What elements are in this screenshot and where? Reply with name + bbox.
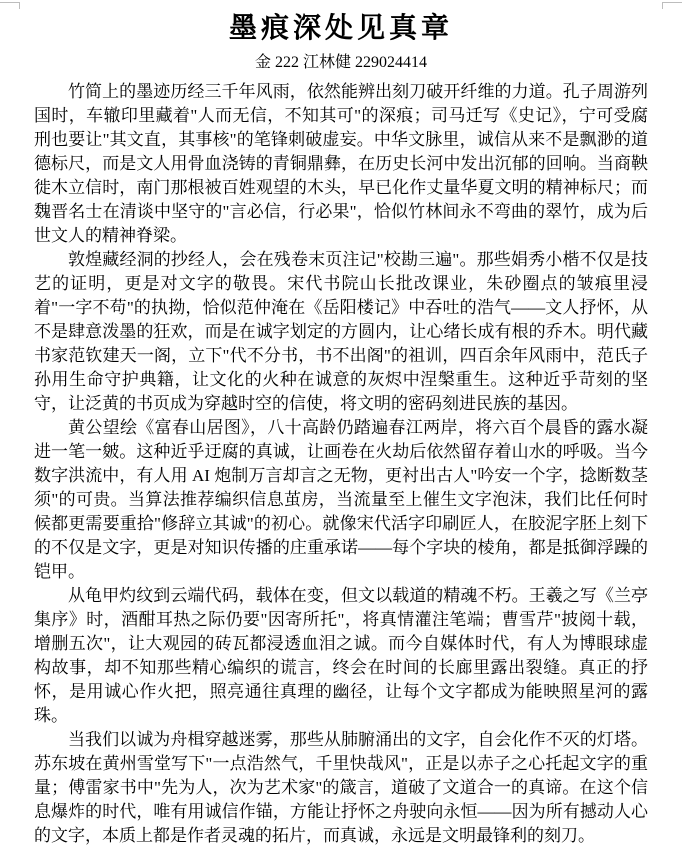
document-byline[interactable]: 金 222 江林健 229024414 <box>254 54 427 71</box>
document-paragraph[interactable]: 敦煌藏经洞的抄经人，会在残卷末页注记"校勘三遍"。那些娟秀小楷不仅是技艺的证明，更是对文字的敬畏。宋代书院山长批改课业，朱砂圈点的皱痕里浸着"一字不苟"的执拗，恰似范仲淹在《岳阳楼记》中吞吐的浩气——文人抒怀，从不是肆意泼墨的狂欢，而是在诚字划定的方圆内，让心绪长成有根的乔木。明代藏书家范钦建天一阁，立下"代不分书，书不出阁"的祖训，四百余年风雨中，范氏子孙用生命守护典籍，让文化的火种在诚意的灰烬中涅槃重生。这种近乎苛刻的坚守，让泛黄的书页成为穿越时空的信使，将文明的密码刻进民族的基因。 <box>34 250 648 413</box>
document-paragraph[interactable]: 黄公望绘《富春山居图》，八十高龄仍踏遍春江两岸，将六百个晨昏的露水凝进一笔一皴。这种近乎迂腐的真诚，让画卷在火劫后依然留存着山水的呼吸。当今数字洪流中，有人用 AI 炮制万言却言之无物，更衬出古人"吟安一个字，捻断数茎须"的可贵。当算法推荐编织信息茧房，当流量至上催生文字泡沫，我们比任何时候都更需要重拾"修辞立其诚"的初心。就像宋代活字印刷匠人，在胶泥字胚上刻下的不仅是文字，更是对知识传播的庄重承诺——每个字块的棱角，都是抵御浮躁的铠甲。 <box>34 418 648 581</box>
document-paragraph[interactable]: 竹简上的墨迹历经三千年风雨，依然能辨出刻刀破开纤维的力道。孔子周游列国时，车辙印里藏着"人而无信，不知其可"的深痕；司马迁写《史记》，宁可受腐刑也要让"其文直，其事核"的笔锋刺破虚妄。中华文脉里，诚信从来不是飘渺的道德标尺，而是文人用骨血浇铸的青铜鼎彝，在历史长河中发出沉郁的回响。当商鞅徙木立信时，南门那根被百姓观望的木头，早已化作丈量华夏文明的精神标尺；而魏晋名士在清谈中坚守的"言必信，行必果"，恰似竹林间永不弯曲的翠竹，成为后世文人的精神脊梁。 <box>34 82 648 245</box>
document-title[interactable]: 墨痕深处见真章 <box>228 13 453 44</box>
page-margin-mark-top-left <box>0 2 20 9</box>
document-paragraph[interactable]: 当我们以诚为舟楫穿越迷雾，那些从肺腑涌出的文字，自会化作不灭的灯塔。苏东坡在黄州雪堂写下"一点浩然气，千里快哉风"，正是以赤子之心托起文字的重量；傅雷家书中"先为人，次为艺术家"的箴言，道破了文道合一的真谛。在这个信息爆炸的时代，唯有用诚信作锚，方能让抒怀之舟驶向永恒——因为所有撼动人心的文字，本质上都是作者灵魂的拓片，而真诚，永远是文明最锋利的刻刀。 <box>34 730 648 845</box>
document-paragraph[interactable]: 从龟甲灼纹到云端代码，载体在变，但文以载道的精魂不朽。王羲之写《兰亭集序》时，酒酣耳热之际仍要"因寄所托"，将真情灌注笔端；曹雪芹"披阅十载，增删五次"，让大观园的砖瓦都浸透血泪之诚。而今自媒体时代，有人为博眼球虚构故事，却不知那些精心编织的谎言，终会在时间的长廊里露出裂缝。真正的抒怀，是用诚心作火把，照亮通往真理的幽径，让每个文字都成为能映照星河的露珠。 <box>34 586 648 725</box>
page-margin-mark-top-right <box>662 2 682 9</box>
